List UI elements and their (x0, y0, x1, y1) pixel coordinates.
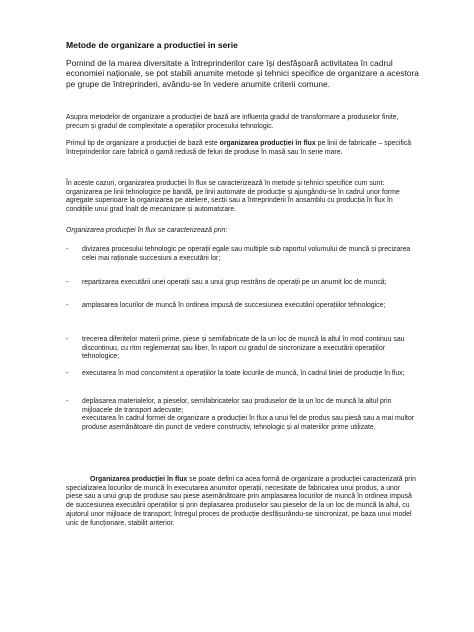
list-bullet: - (66, 279, 69, 286)
definition-paragraph (66, 476, 418, 528)
list-item-text: deplasarea materialelor, a pieselor, semifabricatelor sau produselor de la un loc de muncă la altul prin mijloacele de transport adecvate; (82, 398, 392, 414)
characteristics-list-item (66, 336, 418, 362)
paragraph-first-type (66, 140, 418, 157)
characteristics-list-item (66, 370, 418, 379)
list-item-text: amplasarea locurilor de muncă în ordinea impusă de succesiunea executării operațiilor tehnologice; (82, 302, 386, 309)
list-item-text: trecerea diferitelor materii prime, piese și semifabricate de la un loc de muncă la altul în mod continuu sau discontinuu, cu ritm reglementat sau liber, în raport cu gradul de sincronizare a executării operațiilor tehnologice; (82, 336, 405, 361)
list-item-text: executarea în mod concomitent a operațiilor la toate locurile de muncă, în cadrul liniei de producție în flux; (82, 370, 405, 377)
definition-rest: se poate defini ca acea formă de organizare a producției caracterizată prin specializarea locurilor de muncă în executarea anumitor operații, necesitate de fabricarea unui produs, a unor piese sau a unui grup de produse sau piese asemănătoare prin amplasarea locurilor de muncă în ordinea impusă de succesiunea executării operațiilor și prin deplasarea produselor sau pieselor de la un loc de muncă la altul, cu ajutorul unor mijloace de transport; întregul proces de producție desfășurându-se sincronizat, pe baza unui model unic de funcționare, stabilit anterior. (66, 476, 416, 527)
paragraph-flux-methods: În aceste cazuri, organizarea producției în flux se caracterizează în metode și tehnici specifice cum sunt: organizarea pe linii tehnologice pe bandă, pe linii automate de producție și ajungându-se în cadrul unor forme agregate superioare la organizarea pe ateliere, secții sau a întreprinderii în ansamblu cu producția în flux în condițiile unui grad înalt de mecanizare și automatizare. (66, 180, 400, 214)
characteristics-list-item (66, 398, 418, 433)
paragraph-first-type-start: Primul tip de organizare a producției de bază este (66, 140, 220, 147)
paragraph-influence: Asupra metodelor de organizare a producției de bază are influența gradul de transformare a produselor finite, precum și gradul de complexitate a operațiilor procesului tehnologic. (66, 114, 399, 130)
characteristics-list-item (66, 279, 418, 288)
characteristics-list-item (66, 246, 418, 263)
paragraph-first-type-bold: organizarea producției în flux (219, 140, 316, 147)
characteristics-list-item (66, 302, 418, 311)
document-title: Metode de organizare a productiei in serie (66, 40, 238, 50)
list-item-continuation: executarea în cadrul formei de organizare a producției în flux a unui fel de produs sau piesă sau a mai multor produse asemănătoare din punct de vedere constructiv, tehnologic și al materiilor prime utilizate. (82, 415, 415, 432)
list-item-text: divizarea procesului tehnologic pe operații egale sau multiple sub raportul volumului de muncă și precizarea celei mai raționale succesiuni a executării lor; (82, 246, 411, 262)
list-item-text: repartizarea executării unei operații sau a unui grup restrâns de operații pe un anumit loc de muncă; (82, 279, 387, 286)
list-heading: Organizarea producției în flux se caracterizează prin: (66, 227, 228, 234)
intro-paragraph: Pornind de la marea diversitate a întreprinderilor care își desfășoară activitatea în cadrul economiei naționale, se pot stabili anumite metode și tehnici specifice de organizare a acestora pe grupe de întreprinderi, avându-se în vedere anumite criterii comune. (66, 58, 419, 89)
paragraph-first-type-end: pe linii de fabricație – specifică întreprinderilor care fabrică o gamă redusă de feluri de produse în masă sau în serie mare. (66, 140, 412, 156)
list-bullet: - (66, 370, 69, 377)
definition-bold: Organizarea producției în flux (90, 476, 188, 483)
list-bullet: - (66, 398, 69, 405)
list-bullet: - (66, 336, 69, 343)
list-bullet: - (66, 246, 69, 253)
list-bullet: - (66, 302, 69, 309)
